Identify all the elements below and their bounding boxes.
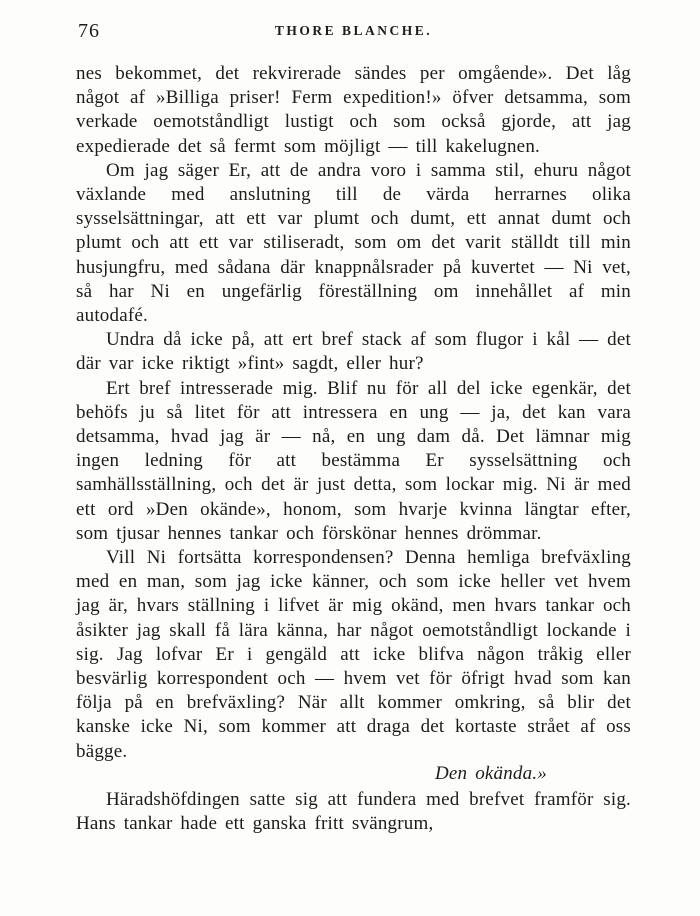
paragraph: Häradshöfdingen satte sig att fundera med brefvet framför sig. Hans tankar hade ett ganska fritt svängrum, xyxy=(76,789,631,835)
paragraph: Om jag säger Er, att de andra voro i samma stil, ehuru något växlande med anslutning till de värda herrarnes olika sysselsättningar, att ett var plumt och dumt, ett annat dumt och plumt och att ett var stiliseradt, som om det varit ställdt till min husjungfru, med sådana där knappnålsrader på kuvertet — Ni vet, så har Ni en ungefärlig föreställning om innehållet af min autodafé. xyxy=(76,159,631,327)
page-header xyxy=(76,20,631,50)
paragraph: Undra då icke på, att ert bref stack af som flugor i kål — det där var icke riktigt »fint» sagdt, eller hur? xyxy=(76,329,631,375)
page-number: 76 xyxy=(78,20,100,42)
paragraph: Ert bref intresserade mig. Blif nu för all del icke egenkär, det behöfs ju så litet för att intressera en ung — ja, det kan vara detsamma, hvad jag är — nå, en ung dam då. Det lämnar mig ingen ledning för att bestämma Er sysselsättning och samhällsställning, och det är just detta, som lockar mig. Ni är med ett ord »Den okände», honom, som hvarje kvinna längtar efter, som tjusar hennes tankar och förskönar hennes drömmar. xyxy=(76,377,631,544)
page-body xyxy=(76,62,631,837)
running-title: THORE BLANCHE. xyxy=(274,23,433,38)
paragraph-continuation: nes bekommet, det rekvirerade sändes per omgående». Det låg något af »Billiga priser! Ferm expedition!» öfver detsamma, som verkade oemotståndligt lustigt och som också gjorde, att jag expedierade det så fermt som möjligt — till kakelugnen. xyxy=(76,63,631,157)
letter-signature: Den okända.» xyxy=(435,762,547,784)
paragraph: Vill Ni fortsätta korrespondensen? Denna hemliga brefväxling med en man, som jag icke känner, och som icke heller vet hvem jag är, hvars ställning i lifvet är mig okänd, men hvars tankar och åsikter jag skall få lära känna, har något oemotståndligt lockande i sig. Jag lofvar Er i gengäld att icke blifva någon tråkig eller besvärlig korrespondent och — hvem vet för öfrigt hvad som kan följa på en brefväxling? När allt kommer omkring, så blir det kanske icke Ni, som kommer att draga det kortaste strået af oss bägge. xyxy=(76,547,631,762)
